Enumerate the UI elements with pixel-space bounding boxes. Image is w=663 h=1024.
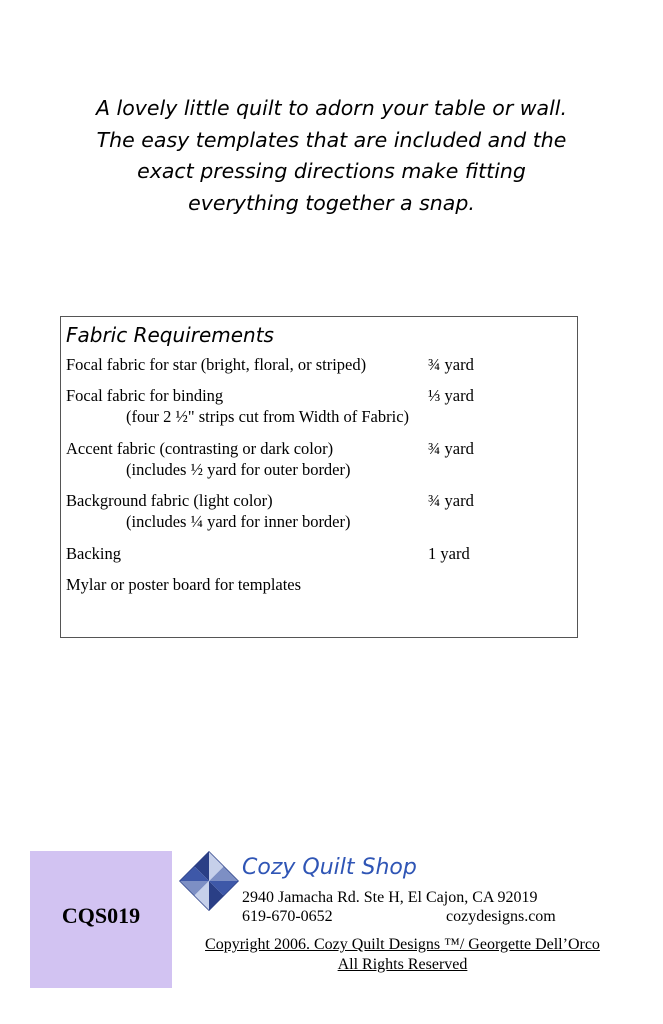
requirement-quantity: 1 yard bbox=[428, 544, 470, 563]
shop-website: cozydesigns.com bbox=[446, 908, 556, 925]
intro-line: exact pressing directions make fitting bbox=[137, 159, 526, 183]
requirement-quantity: ¾ yard bbox=[428, 355, 474, 374]
requirement-note: (includes ¼ yard for inner border) bbox=[126, 512, 351, 531]
requirement-name: Focal fabric for star (bright, floral, or striped) bbox=[66, 355, 367, 374]
intro-paragraph bbox=[40, 93, 623, 219]
pinwheel-quilt-block-icon bbox=[179, 851, 239, 911]
intro-line: everything together a snap. bbox=[188, 190, 475, 215]
copyright-notice bbox=[180, 935, 625, 975]
requirement-name: Accent fabric (contrasting or dark color) bbox=[66, 439, 334, 458]
intro-line: A lovely little quilt to adorn your table or wall. bbox=[95, 96, 568, 120]
requirement-note: (four 2 ½" strips cut from Width of Fabric) bbox=[126, 407, 410, 426]
copyright-line: Copyright 2006. Cozy Quilt Designs ™/ Georgette Dell’Orco bbox=[205, 936, 600, 953]
pattern-code-box bbox=[30, 851, 172, 988]
fabric-requirements-box bbox=[60, 316, 578, 638]
fabric-requirements-title: Fabric Requirements bbox=[66, 323, 274, 347]
intro-line: The easy templates that are included and the bbox=[96, 127, 567, 152]
requirement-quantity: ¾ yard bbox=[428, 491, 474, 510]
rights-reserved-line: All Rights Reserved bbox=[337, 956, 468, 973]
shop-name: Cozy Quilt Shop bbox=[242, 855, 417, 880]
requirement-name: Focal fabric for binding bbox=[66, 386, 224, 405]
shop-address: 2940 Jamacha Rd. Ste H, El Cajon, CA 92019 bbox=[242, 889, 538, 906]
requirement-name: Mylar or poster board for templates bbox=[66, 575, 302, 594]
requirement-quantity: ⅓ yard bbox=[428, 386, 474, 405]
requirement-quantity: ¾ yard bbox=[428, 439, 474, 458]
shop-phone: 619-670-0652 bbox=[242, 908, 333, 925]
requirement-name: Background fabric (light color) bbox=[66, 491, 273, 510]
requirement-name: Backing bbox=[66, 544, 121, 563]
requirement-note: (includes ½ yard for outer border) bbox=[126, 460, 351, 479]
pattern-code: CQS019 bbox=[61, 903, 141, 928]
